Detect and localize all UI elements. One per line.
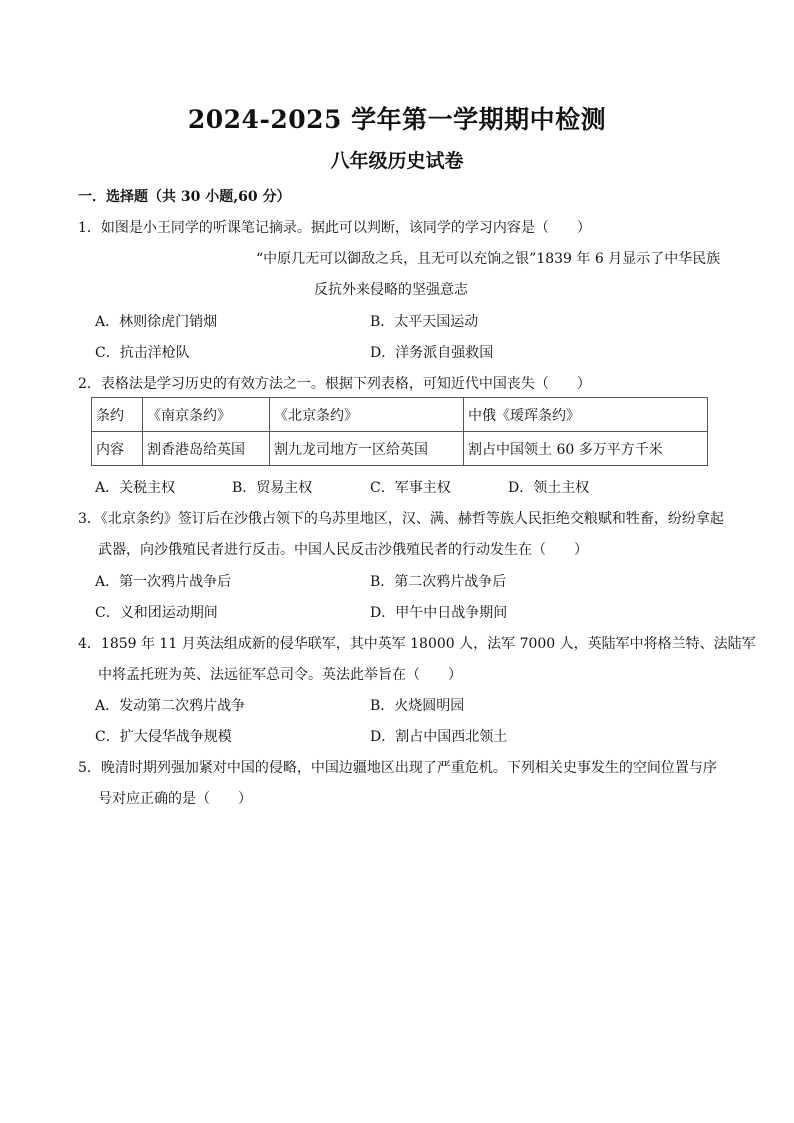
question-4-option-a[interactable]: A．发动第二次鸦片战争 xyxy=(95,698,246,714)
question-1-option-c[interactable]: C．抗击洋枪队 xyxy=(95,345,190,361)
exam-title: 2024-2025 学年第一学期期中检测 xyxy=(187,105,607,134)
question-3-option-b[interactable]: B．第二次鸦片战争后 xyxy=(370,574,507,590)
table-cell: 中俄《瑷珲条约》 xyxy=(464,398,708,432)
question-1-option-b[interactable]: B．太平天国运动 xyxy=(370,314,479,330)
question-3-stem-line2: 武器，向沙俄殖民者进行反击。中国人民反击沙俄殖民者的行动发生在（ ） xyxy=(98,542,588,558)
question-3-option-a[interactable]: A．第一次鸦片战争后 xyxy=(95,574,232,590)
table-row xyxy=(92,398,708,432)
question-5-stem-line2: 号对应正确的是（ ） xyxy=(98,791,252,807)
table-cell: 割九龙司地方一区给英国 xyxy=(270,432,464,466)
question-4-option-d[interactable]: D．割占中国西北领土 xyxy=(370,729,508,745)
table-cell: 割香港岛给英国 xyxy=(143,432,270,466)
question-1-stem: 1．如图是小王同学的听课笔记摘录。据此可以判断，该同学的学习内容是（ ） xyxy=(78,220,591,236)
question-5-stem-line1: 5．晚清时期列强加紧对中国的侵略，中国边疆地区出现了严重危机。下列相关史事发生的空间位置与序 xyxy=(78,760,717,776)
question-2-option-a[interactable]: A．关税主权 xyxy=(95,480,176,496)
question-2-option-b[interactable]: B．贸易主权 xyxy=(232,480,313,496)
table-cell: 条约 xyxy=(92,398,143,432)
table-cell: 《南京条约》 xyxy=(143,398,270,432)
exam-subtitle: 八年级历史试卷 xyxy=(330,150,464,172)
question-2-stem: 2．表格法是学习历史的有效方法之一。根据下列表格，可知近代中国丧失（ ） xyxy=(78,376,591,392)
question-4-stem-line2: 中将孟托班为英、法远征军总司令。英法此举旨在（ ） xyxy=(98,667,462,683)
table-cell: 割占中国领土 60 多万平方千米 xyxy=(464,432,708,466)
table-cell: 《北京条约》 xyxy=(270,398,464,432)
question-4-option-c[interactable]: C．扩大侵华战争规模 xyxy=(95,729,232,745)
question-1-option-d[interactable]: D．洋务派自强救国 xyxy=(370,345,494,361)
question-1-quote-line2: 反抗外来侵略的坚强意志 xyxy=(314,282,468,298)
question-4-stem-line1: 4．1859 年 11 月英法组成新的侵华联军，其中英军 18000 人，法军 7000 人，英陆军中将格兰特、法陆军 xyxy=(78,636,756,652)
question-2-option-d[interactable]: D．领土主权 xyxy=(508,480,590,496)
question-1-option-a[interactable]: A．林则徐虎门销烟 xyxy=(95,314,218,330)
question-4-option-b[interactable]: B．火烧圆明园 xyxy=(370,698,465,714)
section-heading: 一．选择题（共 30 小题,60 分） xyxy=(78,189,291,205)
question-2-option-c[interactable]: C．军事主权 xyxy=(370,480,451,496)
table-row xyxy=(92,432,708,466)
question-3-option-c[interactable]: C．义和团运动期间 xyxy=(95,605,218,621)
question-1-quote-line1: “中原几无可以御敌之兵，且无可以充饷之银”1839 年 6 月显示了中华民族 xyxy=(256,251,721,267)
question-3-stem-line1: 3．《北京条约》签订后在沙俄占领下的乌苏里地区，汉、满、赫哲等族人民拒绝交粮赋和牲畜，纷纷拿起 xyxy=(78,511,724,527)
table-cell: 内容 xyxy=(92,432,143,466)
question-3-option-d[interactable]: D．甲午中日战争期间 xyxy=(370,605,508,621)
treaty-table xyxy=(91,397,708,466)
